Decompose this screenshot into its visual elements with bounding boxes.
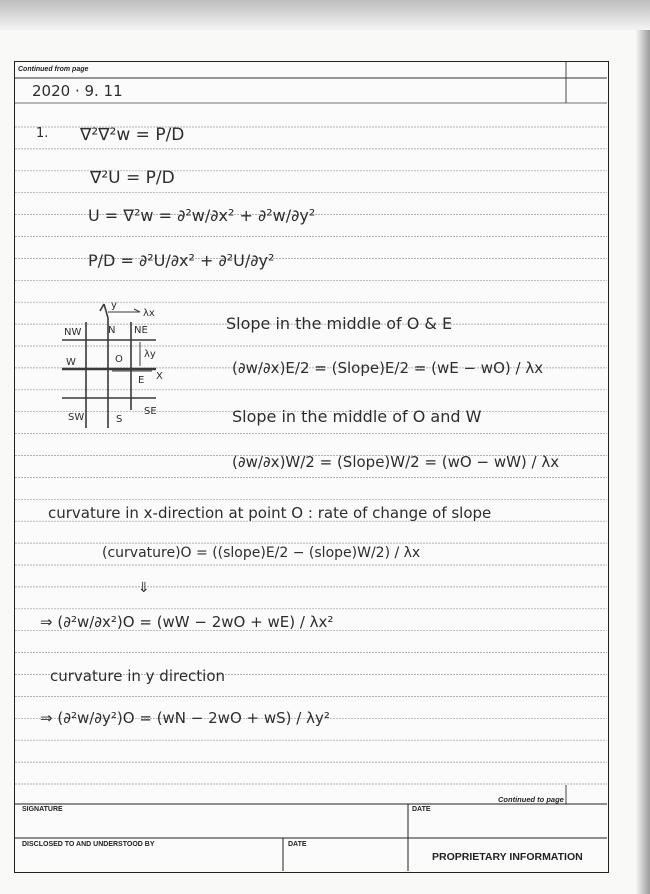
grid-label-n: N <box>108 325 116 336</box>
equation-p-over-d: P/D = ∂²U/∂x² + ∂²U/∂y² <box>88 251 275 270</box>
continued-from-label: Continued from page <box>18 66 89 73</box>
grid-label-x: X <box>156 371 163 382</box>
grid-label-lambda-x: λx <box>143 308 155 319</box>
curvature-y-result: ⇒ (∂²w/∂y²)O = (wN − 2wO + wS) / λy² <box>40 709 330 727</box>
slope-ow-equation: (∂w/∂x)W/2 = (Slope)W/2 = (wO − wW) / λx <box>232 453 560 471</box>
grid-sketch <box>62 304 156 428</box>
item-number: 1. <box>36 126 49 141</box>
curvature-x-title: curvature in x-direction at point O : rate of change of slope <box>48 504 492 522</box>
down-arrow: ⇓ <box>138 580 150 596</box>
grid-label-o: O <box>115 354 123 365</box>
curvature-equation: (curvature)O = ((slope)E/2 − (slope)W/2) / λx <box>102 545 421 561</box>
grid-label-w: W <box>66 357 76 368</box>
grid-label-ne: NE <box>134 325 148 336</box>
equation-u-definition: U = ∇²w = ∂²w/∂x² + ∂²w/∂y² <box>88 206 316 225</box>
grid-label-se: SE <box>144 406 157 417</box>
equation-laplace-u: ∇²U = P/D <box>90 168 175 188</box>
curvature-y-title: curvature in y direction <box>50 667 226 685</box>
curvature-x-result: ⇒ (∂²w/∂x²)O = (wW − 2wO + wE) / λx² <box>40 613 334 631</box>
grid-label-y: y <box>111 300 117 311</box>
slope-ow-title: Slope in the middle of O and W <box>232 407 482 426</box>
signature-label: SIGNATURE <box>22 806 63 813</box>
date-label: DATE <box>412 806 431 813</box>
date-handwritten: 2020 · 9. 11 <box>32 82 123 100</box>
grid-label-lambda-y: λy <box>144 349 156 360</box>
y-axis-arrow <box>104 304 108 318</box>
grid-label-sw: SW <box>68 412 85 423</box>
proprietary-label: PROPRIETARY INFORMATION <box>432 851 583 863</box>
date-label-2: DATE <box>288 841 307 848</box>
grid-label-s: S <box>116 414 123 425</box>
disclosed-label: DISCLOSED TO AND UNDERSTOOD BY <box>22 841 155 848</box>
grid-label-nw: NW <box>64 327 82 338</box>
slope-oe-title: Slope in the middle of O & E <box>226 314 453 333</box>
grid-label-e: E <box>138 375 145 386</box>
slope-oe-equation: (∂w/∂x)E/2 = (Slope)E/2 = (wE − wO) / λx <box>232 359 544 377</box>
equation-biharmonic: ∇²∇²w = P/D <box>80 125 185 145</box>
continued-to-label: Continued to page <box>498 795 564 804</box>
